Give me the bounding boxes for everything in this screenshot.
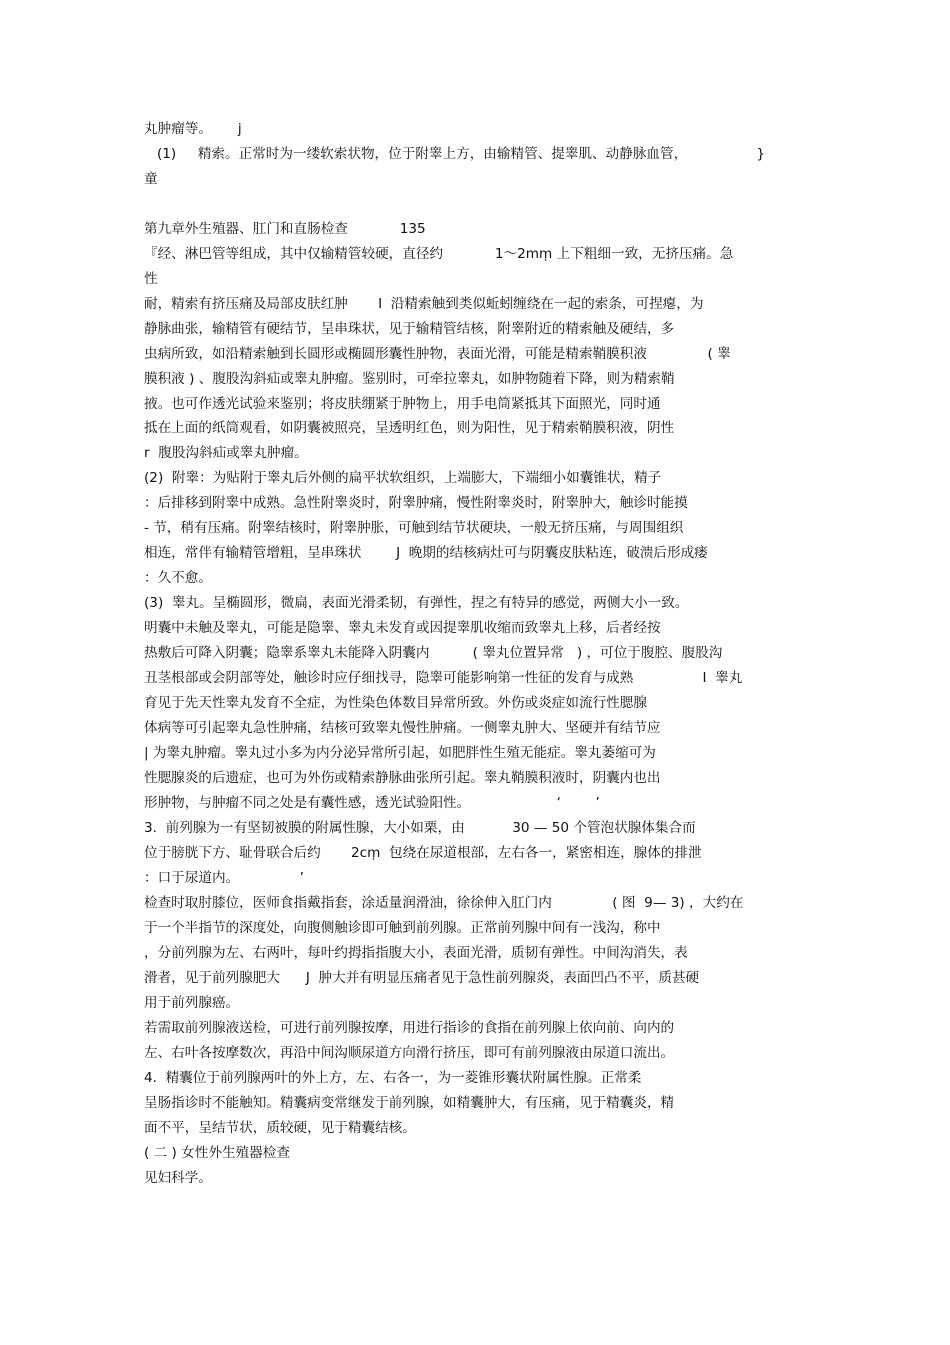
text-line: 形肿物，与肿瘤不同之处是有囊性感，透光试验阳性。 ‘ ’ xyxy=(144,795,600,811)
text-line: 体病等可引起睾丸急性肿痛，结核可致睾丸慢性肿痛。一侧睾丸肿大、坚硬并有结节应 xyxy=(144,720,661,736)
text-line: 热敷后可降入阴囊；隐睾系睾丸未能降入阴囊内 ( 睾丸位置异常 ) ，可位于腹腔、腹股沟 xyxy=(144,645,723,661)
text-line: 虫病所致，如沿精索触到长圆形或椭圆形囊性肿物，表面光滑，可能是精索鞘膜积液 ( 睾 xyxy=(144,346,731,362)
text-line: 若需取前列腺液送检，可进行前列腺按摩，用进行指诊的食指在前列腺上依向前、向内的 xyxy=(144,1020,675,1036)
text-line: 面不平，呈结节状，质较硬，见于精囊结核。 xyxy=(144,1120,416,1136)
text-line: (1) 精索。正常时为一缕软索状物，位于附睾上方，由输精管、提睾肌、动静脉血管， } xyxy=(144,146,765,162)
text-line: 呈肠指诊时不能触知。精囊病变常继发于前列腺，如精囊肿大，有压痛，见于精囊炎，精 xyxy=(144,1095,675,1111)
text-line: 用于前列腺癌。 xyxy=(144,995,240,1011)
text-line: 性腮腺炎的后遗症，也可为外伤或精索静脉曲张所引起。睾丸鞘膜积液时，阴囊内也出 xyxy=(144,770,661,786)
text-line: 滑者，见于前列腺肥大 J 肿大并有明显压痛者见于急性前列腺炎，表面凹凸不平，质甚硬 xyxy=(144,970,700,986)
text-line: 于一个半指节的深度处，向腹侧触诊即可触到前列腺。正常前列腺中间有一浅沟，称中 xyxy=(144,920,661,936)
text-line: 性 xyxy=(144,271,158,287)
text-line: (3) 睾丸。呈椭圆形，微扁，表面光滑柔韧，有弹性，捏之有特异的感觉，两侧大小一致。 xyxy=(144,595,689,611)
text-line: 3. 前列腺为一有坚韧被膜的附属性腺，大小如栗，由 30 — 50 个管泡状腺体集合而 xyxy=(144,820,696,836)
chapter-header: 第九章外生殖器、肛门和直肠检查 135 xyxy=(144,221,426,237)
text-line: 4. 精囊位于前列腺两叶的外上方，左、右各一，为一菱锥形囊状附属性腺。正常柔 xyxy=(144,1070,642,1086)
text-line: 相连，常伴有输精管增粗，呈串珠状 J 晚期的结核病灶可与阴囊皮肤粘连，破溃后形成瘘 xyxy=(144,545,708,561)
text-line: 见妇科学。 xyxy=(144,1170,212,1186)
text-line: (2) 附睾：为贴附于睾丸后外侧的扁平状软组织，上端膨大，下端细小如囊锥状，精子 xyxy=(144,470,662,486)
text-line: 左、右叶各按摩数次，再沿中间沟顺尿道方向滑行挤压，即可有前列腺液由尿道口流出。 xyxy=(144,1045,675,1061)
text-line: 明囊中未触及睾丸，可能是隐睾、睾丸未发育或因提睾肌收缩而致睾丸上移，后者经按 xyxy=(144,620,661,636)
text-line: ：后排移到附睾中成熟。急性附睾炎时，附睾肿痛，慢性附睾炎时，附睾肿大，触诊时能摸 xyxy=(144,495,688,511)
text-line: ，分前列腺为左、右两叶，每叶约拇指指腹大小，表面光滑，质韧有弹性。中间沟消失，表 xyxy=(144,945,688,961)
text-line: 掖。也可作透光试验来鉴别；将皮肤绷紧于肿物上，用手电筒紧抵其下面照光，同时通 xyxy=(144,396,661,412)
text-line: 丑茎根部或会阴部等处，触诊时应仔细找寻，隐睾可能影响第一性征的发育与成熟 I 睾丸 xyxy=(144,670,743,686)
text-line: 丸肿瘤等。 j xyxy=(144,121,242,137)
text-line: ：口于尿道内。 ’ xyxy=(144,870,304,886)
text-line: 静脉曲张，输精管有硬结节，呈串珠状，见于输精管结核，附睾附近的精索触及硬结，多 xyxy=(144,321,675,337)
text-line: ：久不愈。 xyxy=(144,570,212,586)
text-line: 膜积液 ) 、腹股沟斜疝或睾丸肿瘤。鉴别时，可牵拉睾丸，如肿物随着下降，则为精索鞘 xyxy=(144,371,675,387)
text-line: - 节，稍有压痛。附睾结核时，附睾肿胀，可触到结节状硬块，一般无挤压痛，与周围组织 xyxy=(144,520,684,536)
text-line: r 腹股沟斜疝或睾丸肿瘤。 xyxy=(144,445,308,461)
text-line: | 为睾丸肿瘤。睾丸过小多为内分泌异常所引起，如肥胖性生殖无能症。睾丸萎缩可为 xyxy=(144,745,656,761)
text-line: 耐，精索有挤压痛及局部皮肤红肿 I 沿精索触到类似蚯蚓缠绕在一起的索条，可捏瘪，为 xyxy=(144,296,704,312)
text-line: 『经、淋巴管等组成，其中仅输精管较硬，直径约 1～2mm̜ 上下粗细一致，无挤压痛。急 xyxy=(144,246,734,262)
text-line: 位于膀胱下方、耻骨联合后约 2cm̜ 包绕在尿道根部，左右各一，紧密相连，腺体的排泄 xyxy=(144,845,702,861)
text-line: 检查时取肘膝位，医师食指戴指套，涂适量润滑油，徐徐伸入肛门内 ( 图 9— 3) ，大约在 xyxy=(144,895,744,911)
text-line: 育见于先天性睾丸发育不全症，为性染色体数目异常所致。外伤或炎症如流行性腮腺 xyxy=(144,695,647,711)
text-line: 抵在上面的纸筒观看，如阴囊被照亮，呈透明红色，则为阳性，见于精索鞘膜积液，阴性 xyxy=(144,420,675,436)
text-line: 童 xyxy=(144,171,158,187)
section-heading: ( 二 ) 女性外生殖器检查 xyxy=(144,1145,290,1161)
